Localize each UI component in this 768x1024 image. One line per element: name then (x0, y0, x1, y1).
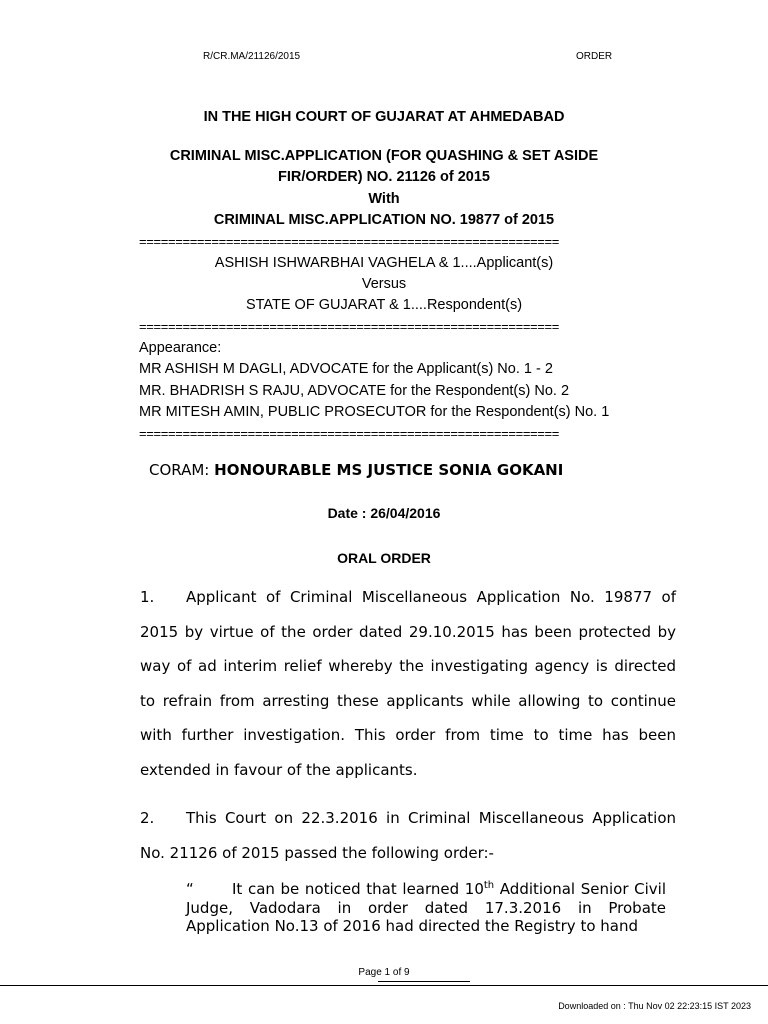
appearance-line: MR ASHISH M DAGLI, ADVOCATE for the Applicant(s) No. 1 - 2 (139, 361, 553, 377)
footer-rule (0, 985, 768, 986)
quote-text-before: It can be noticed that learned 10 (232, 880, 484, 898)
appearance-line: MR. BHADRISH S RAJU, ADVOCATE for the Respondent(s) No. 2 (139, 383, 570, 399)
appearance-line: MR MITESH AMIN, PUBLIC PROSECUTOR for the Respondent(s) No. 1 (139, 404, 610, 420)
separator-1: ========================================================== (139, 234, 560, 249)
paragraph-2 (140, 801, 676, 870)
quote-superscript: th (483, 880, 495, 891)
quoted-order (186, 880, 666, 936)
appearance-heading: Appearance: (139, 340, 222, 356)
document-type: ORDER (576, 51, 613, 62)
order-date: Date : 26/04/2016 (327, 505, 441, 521)
separator-2: ========================================================== (139, 319, 560, 334)
versus-label: Versus (361, 276, 407, 292)
order-title: ORAL ORDER (337, 550, 431, 566)
paragraph-text: This Court on 22.3.2016 in Criminal Miscellaneous Application No. 21126 of 2015 passed the following order:- (140, 809, 676, 862)
respondent-party: STATE OF GUJARAT & 1....Respondent(s) (245, 297, 523, 313)
coram-label: CORAM: (149, 461, 210, 479)
case-title-line-1: CRIMINAL MISC.APPLICATION (FOR QUASHING & SET ASIDE (169, 148, 599, 164)
case-title-line-2: FIR/ORDER) NO. 21126 of 2015 (278, 169, 490, 185)
of-label: of (392, 967, 402, 978)
paragraph-text: Applicant of Criminal Miscellaneous Application No. 19877 of 2015 by virtue of the order dated 29.10.2015 has been protected by way of ad interim relief whereby the investigating agency is directed to refrain from arresting these applicants while allowing to continue with further investigation. This order from time to time has been extended in favour of the applicants. (140, 588, 676, 779)
total-pages: 9 (404, 967, 410, 978)
coram-judge: HONOURABLE MS JUSTICE SONIA GOKANI (214, 461, 564, 479)
separator-3: ========================================================== (139, 426, 560, 441)
case-title-with: With (368, 191, 400, 207)
applicant-party: ASHISH ISHWARBHAI VAGHELA & 1....Applicant(s) (214, 255, 554, 271)
page-number: 1 (384, 967, 391, 978)
quote-open-mark: “ (186, 880, 194, 898)
page-label: Page (358, 967, 382, 978)
court-name: IN THE HIGH COURT OF GUJARAT AT AHMEDABAD (203, 109, 565, 125)
download-timestamp: Downloaded on : Thu Nov 02 22:23:15 IST 2023 (558, 1001, 751, 1011)
case-title-line-3: CRIMINAL MISC.APPLICATION NO. 19877 of 2015 (213, 212, 555, 228)
quote-text-after: Additional Senior Civil Judge, Vadodara in order dated 17.3.2016 in Probate Application No.13 of 2016 had directed the Registry to hand (186, 880, 667, 935)
paragraph-1 (140, 580, 676, 787)
page-indicator-underline (378, 981, 470, 982)
paragraph-number: 2. (140, 809, 155, 827)
case-reference: R/CR.MA/21126/2015 (203, 51, 301, 62)
page-indicator (0, 967, 768, 978)
coram (149, 461, 563, 479)
paragraph-number: 1. (140, 588, 155, 606)
